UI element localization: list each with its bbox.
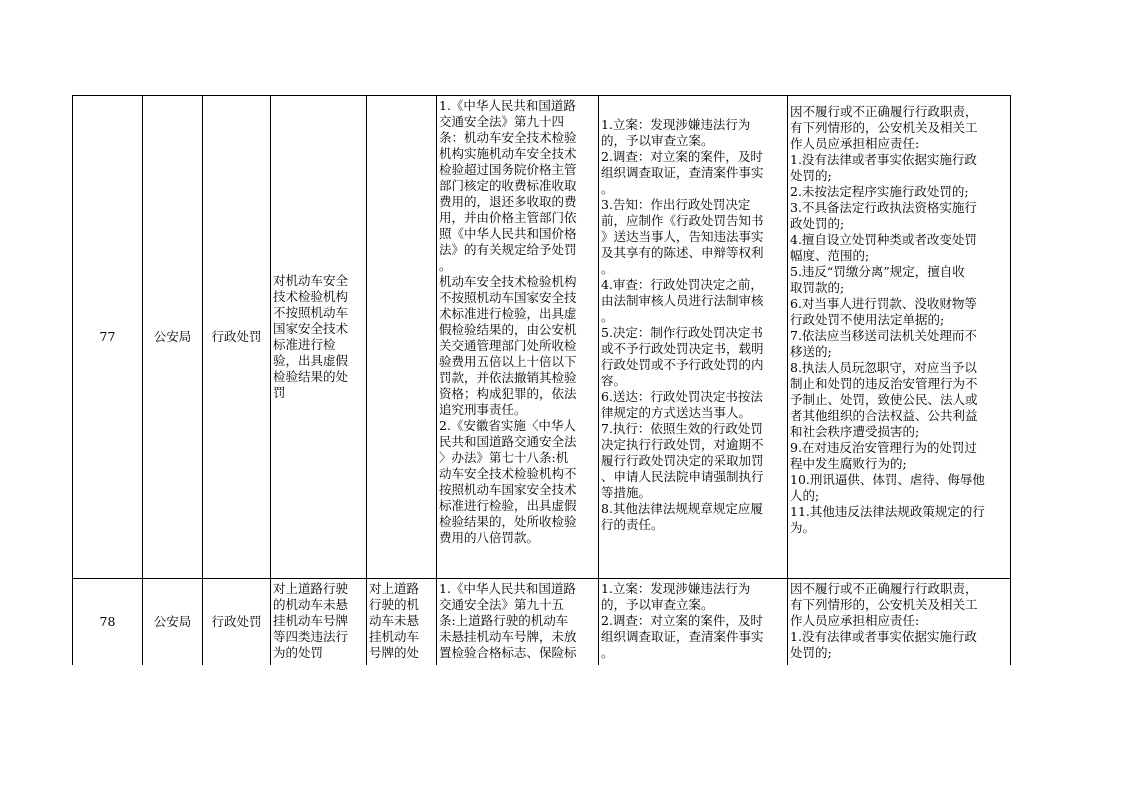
text-line: 容。: [601, 373, 627, 388]
row-78-sub-item: [369, 581, 435, 665]
text-line: 及其享有的陈述、申辩等权利: [601, 245, 764, 260]
text-line: 律规定的方式送达当事人。: [601, 405, 752, 420]
department: 公安局: [153, 614, 192, 629]
text-line: 。: [601, 645, 614, 660]
text-line: 交通安全法》第九十四: [439, 114, 565, 129]
text-line: 履行行政处罚决定的采取加罚: [601, 453, 764, 468]
text-line: 处罚的;: [790, 168, 832, 183]
text-line: 挂机动车号牌: [273, 613, 349, 628]
column-divider: [436, 95, 437, 665]
text-line: 3.不具备法定行政执法资格实施行: [790, 200, 977, 215]
column-divider: [366, 95, 367, 665]
text-line: 按照机动车国家安全技术: [439, 482, 577, 497]
text-line: 由法制审核人员进行法制审核: [601, 293, 764, 308]
text-line: 术标准进行检验，出具虚: [439, 306, 577, 321]
row-78-liability: [790, 581, 1009, 665]
text-line: 行政处罚或不予行政处罚的内: [601, 357, 764, 372]
row-77-sub-item: [369, 98, 435, 576]
item-name: [273, 273, 348, 401]
row-number: 78: [99, 614, 116, 629]
text-line: 作人员应承担相应责任:: [790, 613, 920, 628]
text-line: 机构实施机动车安全技术: [439, 146, 577, 161]
text-line: 罚款，并依法撤销其检验: [439, 370, 577, 385]
text-line: 组织调查取证，查清案件事实: [601, 165, 764, 180]
procedure-text: [601, 581, 786, 661]
text-line: 者其他组织的合法权益、公共利益: [790, 408, 978, 423]
text-line: 因不履行或不正确履行行政职责，: [790, 104, 978, 119]
text-line: 。: [601, 309, 614, 324]
text-line: 检验超过国务院价格主管: [439, 162, 577, 177]
text-line: 2.调查：对立案的案件，及时: [601, 613, 763, 628]
text-line: 法》的有关规定给予处罚: [439, 242, 577, 257]
text-line: 1.没有法律或者事实依据实施行政: [790, 629, 977, 644]
text-line: 不按照机动车: [273, 305, 349, 320]
text-line: 费用的，退还多收取的费: [439, 194, 577, 209]
text-line: 机动车安全技术检验机构: [439, 274, 577, 289]
text-line: 7.依法应当移送司法机关处理而不: [790, 328, 977, 343]
text-line: 追究刑事责任。: [439, 402, 527, 417]
text-line: 1.立案：发现涉嫌违法行为: [601, 117, 751, 132]
row-77-power-type: [203, 96, 270, 578]
text-line: 动车安全技术检验机构不: [439, 466, 577, 481]
text-line: 部门核定的收费标准收取: [439, 178, 577, 193]
text-line: 和社会秩序遭受损害的;: [790, 424, 920, 439]
liability-text: [790, 104, 1009, 536]
text-line: 人的;: [790, 488, 820, 503]
text-line: 资格；构成犯罪的，依法: [439, 386, 577, 401]
text-line: 决定执行行政处罚，对逾期不: [601, 437, 764, 452]
text-line: 的，予以审查立案。: [601, 597, 714, 612]
text-line: 行政处罚不使用法定单据的;: [790, 312, 945, 327]
text-line: 10.刑讯逼供、体罚、虐待、侮辱他: [790, 472, 985, 487]
text-line: 有下列情形的，公安机关及相关工: [790, 597, 978, 612]
row-number: 77: [99, 329, 116, 344]
text-line: 2.《安徽省实施〈中华人: [439, 418, 576, 433]
text-line: 幅度、范围的;: [790, 248, 870, 263]
text-line: 1.《中华人民共和国道路: [439, 581, 576, 596]
text-line: 关交通管理部门处所收检: [439, 338, 577, 353]
power-type: 行政处罚: [211, 614, 262, 629]
row-78-procedure: [601, 581, 786, 665]
row-77-procedure: [601, 117, 786, 576]
item-name: [273, 581, 365, 661]
text-line: 6.送达：行政处罚决定书按法: [601, 389, 763, 404]
sub-item-name: [369, 581, 435, 661]
text-line: 技术检验机构: [273, 289, 349, 304]
text-line: 1.没有法律或者事实依据实施行政: [790, 152, 977, 167]
department: 公安局: [153, 329, 192, 344]
text-line: 行驶的机: [369, 597, 420, 612]
text-line: 标准进行检验，出具虚假: [439, 498, 577, 513]
text-line: 检验结果的，处所收检验: [439, 514, 577, 529]
text-line: 1.立案：发现涉嫌违法行为: [601, 581, 751, 596]
row-78-department: [143, 579, 202, 665]
table-border-right: [1010, 95, 1011, 665]
text-line: 处罚的;: [790, 645, 832, 660]
row-77-item-name: [273, 96, 365, 578]
liability-text: [790, 581, 1009, 661]
text-line: 7.执行：依照生效的行政处罚: [601, 421, 763, 436]
text-line: 制止和处罚的违反治安管理行为不: [790, 376, 978, 391]
row-77-liability: [790, 104, 1009, 576]
text-line: 作人员应承担相应责任:: [790, 136, 920, 151]
text-line: 有下列情形的，公安机关及相关工: [790, 120, 978, 135]
text-line: 对上道路: [369, 581, 420, 596]
text-line: 用，并由价格主管部门依: [439, 210, 577, 225]
text-line: 6.对当事人进行罚款、没收财物等: [790, 296, 977, 311]
text-line: 4.擅自设立处罚种类或者改变处罚: [790, 232, 977, 247]
text-line: 、申请人民法院申请强制执行: [601, 469, 764, 484]
text-line: 置检验合格标志、保险标: [439, 645, 577, 660]
text-line: 费用的八倍罚款。: [439, 530, 540, 545]
column-divider: [598, 95, 599, 665]
text-line: 对机动车安全: [273, 273, 349, 288]
text-line: 假检验结果的，由公安机: [439, 322, 577, 337]
text-line: 国家安全技术: [273, 321, 349, 336]
text-line: 动车未悬: [369, 613, 420, 628]
text-line: 9.在对违反治安管理行为的处罚过: [790, 440, 977, 455]
text-line: 程中发生腐败行为的;: [790, 456, 907, 471]
text-line: 。: [601, 181, 614, 196]
text-line: 》送达当事人，告知违法事实: [601, 229, 764, 244]
column-divider: [270, 95, 271, 665]
text-line: 标准进行检: [273, 337, 336, 352]
text-line: 对上道路行驶: [273, 581, 349, 596]
text-line: 未悬挂机动车号牌，未放: [439, 629, 577, 644]
text-line: 的机动车未悬: [273, 597, 349, 612]
text-line: 。: [439, 258, 452, 273]
text-line: 挂机动车: [369, 629, 420, 644]
text-line: 5.违反“罚缴分离”规定，擅自收: [790, 264, 965, 279]
text-line: 8.其他法律法规规章规定应履: [601, 501, 763, 516]
text-line: 民共和国道路交通安全法: [439, 434, 577, 449]
text-line: 条:上道路行驶的机动车: [439, 613, 569, 628]
text-line: 因不履行或不正确履行行政职责，: [790, 581, 978, 596]
text-line: 前，应制作《行政处罚告知书: [601, 213, 764, 228]
row-77-number: [73, 96, 142, 578]
legal-basis-text: [439, 98, 597, 546]
row-78-power-type: [203, 579, 270, 665]
row-77-legal-basis: [439, 98, 597, 576]
text-line: 号牌的处: [369, 645, 420, 660]
power-type: 行政处罚: [211, 329, 262, 344]
legal-basis-text: [439, 581, 597, 661]
text-line: 验费用五倍以上十倍以下: [439, 354, 577, 369]
text-line: 罚: [273, 385, 286, 400]
text-line: 的，予以审查立案。: [601, 133, 714, 148]
text-line: 。: [601, 261, 614, 276]
text-line: 4.审查：行政处罚决定之前，: [601, 277, 763, 292]
text-line: 组织调查取证，查清案件事实: [601, 629, 764, 644]
row-78-legal-basis: [439, 581, 597, 665]
text-line: 验，出具虚假: [273, 353, 349, 368]
row-78-item-name: [273, 581, 365, 665]
text-line: 交通安全法》第九十五: [439, 597, 565, 612]
text-line: 予制止、处罚，致使公民、法人或: [790, 392, 978, 407]
text-line: 2.未按法定程序实施行政处罚的;: [790, 184, 969, 199]
row-77-department: [143, 96, 202, 578]
text-line: 为的处罚: [273, 645, 324, 660]
row-78-number: [73, 579, 142, 665]
text-line: 11.其他违反法律法规政策规定的行: [790, 504, 985, 519]
text-line: 或不予行政处罚决定书，载明: [601, 341, 764, 356]
text-line: 政处罚的;: [790, 216, 845, 231]
column-divider: [787, 95, 788, 665]
text-line: 等措施。: [601, 485, 652, 500]
text-line: 条：机动车安全技术检验: [439, 130, 577, 145]
text-line: 〉办法》第七十八条:机: [439, 450, 569, 465]
text-line: 等四类违法行: [273, 629, 349, 644]
text-line: 检验结果的处: [273, 369, 349, 384]
text-line: 不按照机动车国家安全技: [439, 290, 577, 305]
text-line: 2.调查：对立案的案件，及时: [601, 149, 763, 164]
text-line: 1.《中华人民共和国道路: [439, 98, 576, 113]
text-line: 照《中华人民共和国价格: [439, 226, 577, 241]
text-line: 行的责任。: [601, 517, 664, 532]
text-line: 8.执法人员玩忽职守，对应当予以: [790, 360, 977, 375]
text-line: 5.决定：制作行政处罚决定书: [601, 325, 763, 340]
text-line: 3.告知：作出行政处罚决定: [601, 197, 751, 212]
text-line: 取罚款的;: [790, 280, 845, 295]
procedure-text: [601, 117, 786, 533]
text-line: 为。: [790, 520, 816, 535]
text-line: 移送的;: [790, 344, 832, 359]
